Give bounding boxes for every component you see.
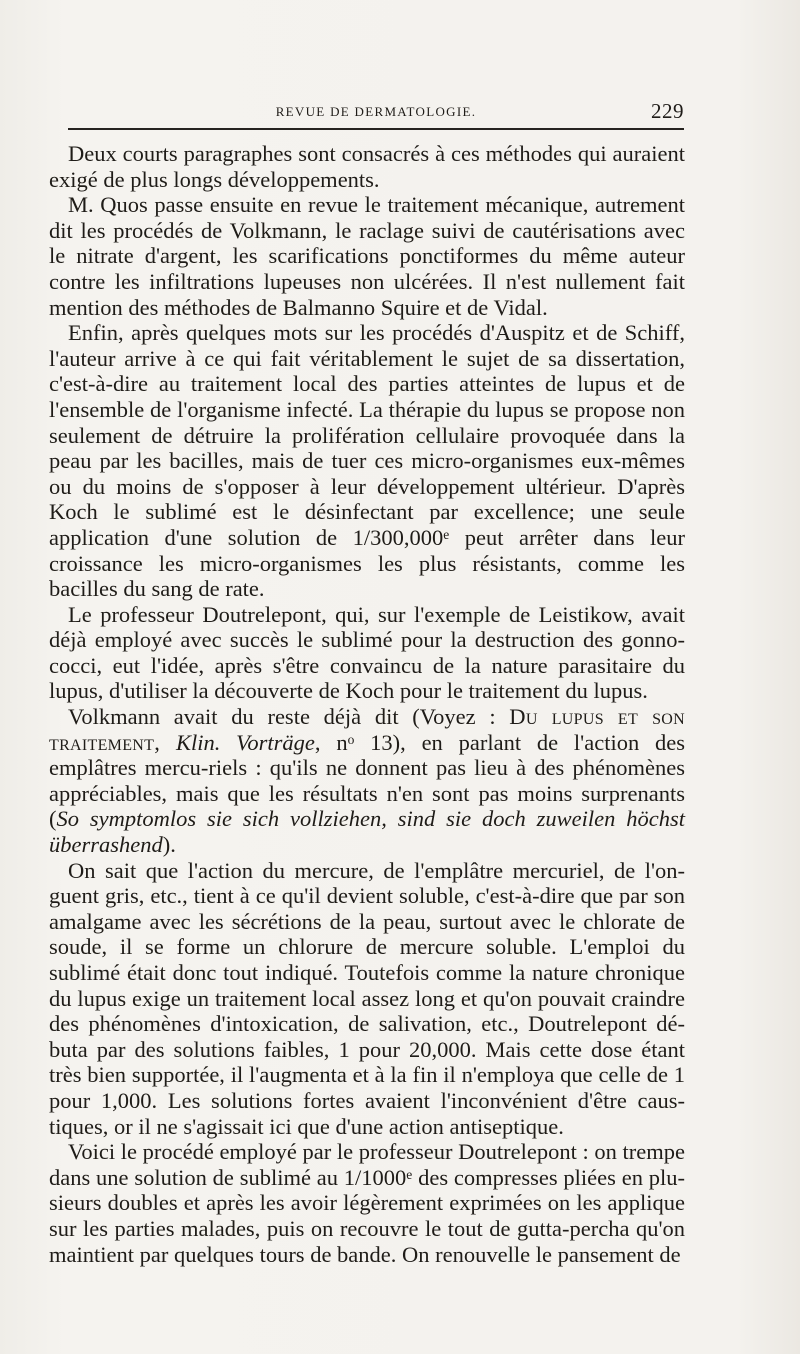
german-quotation: So symptomlos sie sich vollziehen, sind sie doch zuweilen höchst überrashend <box>49 806 685 858</box>
paragraph-5 <box>49 704 685 858</box>
page-number: 229 <box>651 99 684 123</box>
citation-title: Du lupus et son traitement, <box>49 704 685 755</box>
running-title: REVUE DE DERMATOLOGIE. <box>275 104 477 119</box>
paragraph-4: Le professeur Doutrelepont, qui, sur l'exemple de Leistikow, avait déjà employé avec succès le sublimé pour la destruction des gonno-cocci, eut l'idée, après s'être convaincu de la nature parasitaire du lupus, d'utiliser la découverte de Koch pour le traitement du lupus. <box>49 601 685 704</box>
ordinal-superscript-2: e <box>406 1166 413 1182</box>
paragraph-7 <box>49 1139 685 1267</box>
citation-journal: Klin. Vorträge <box>175 729 315 755</box>
page-header <box>68 94 684 122</box>
paragraph-6: On sait que l'action du mercure, de l'emplâtre mercuriel, de l'on-guent gris, etc., tient à ce qu'il devient soluble, c'est-à-dire que par son amalgame avec les sécrétions de la peau, surtout avec le chlorate de soude, il se forme un chlorure de mercure soluble. L'emploi du sublimé était donc tout indiqué. Toutefois comme la nature chronique du lupus exige un traitement local assez long et qu'on pouvait craindre des phénomènes d'intoxication, de salivation, etc., Doutrelepont dé-buta par des solutions faibles, 1 pour 20,000. Mais cette dose étant très bien supportée, il l'augmenta et à la fin il n'employa que celle de 1 pour 1,000. Les solutions fortes avaient l'inconvénient d'être caus-tiques, or il ne s'agissait ici que d'une action antiseptique. <box>49 857 685 1139</box>
ordinal-superscript: e <box>443 526 450 542</box>
header-rule <box>68 128 684 130</box>
paragraph-7-text-after: des compresses pliées en plu-sieurs doubles et après les avoir légèrement exprimées on les applique sur les parties malades, puis on recouvre le tout de gutta-percha qu'on maintient par quelques tours de bande. On renouvelle le pansement de <box>49 1164 685 1267</box>
paragraph-5-text-before: Volkmann avait du reste déjà dit (Voyez : <box>68 704 510 730</box>
paragraph-7-text-before: Voici le procédé employé par le professeur Doutrelepont : on trempe dans une solution de sublimé au 1/1000 <box>49 1139 685 1190</box>
paragraph-2: M. Quos passe ensuite en revue le traitement mécanique, autrement dit les procédés de Volkmann, le raclage suivi de cautérisations avec le nitrate d'argent, les scarifications ponctiformes du même auteur contre les infiltrations lupeuses non ulcérées. Il n'est nullement fait mention des méthodes de Balmanno Squire et de Vidal. <box>49 192 685 320</box>
citation-number-label: , n <box>314 729 348 755</box>
paragraph-5-text-end: ). <box>162 832 176 858</box>
body-text <box>49 141 685 1267</box>
paragraph-1: Deux courts paragraphes sont consacrés à ces méthodes qui auraient exigé de plus longs développements. <box>49 141 685 192</box>
paragraph-3 <box>49 320 685 602</box>
paragraph-3-text-after: peut arrêter dans leur croissance les micro-organismes les plus résistants, comme les bacilles du sang de rate. <box>49 524 685 602</box>
number-superscript: o <box>347 731 355 747</box>
paragraph-5-text-after: 13), en parlant de l'action des emplâtres mercu-riels : qu'ils ne donnent pas lieu à des phénomènes appréciables, mais que les résultats n'en sont pas moins surprenants ( <box>49 729 686 832</box>
paragraph-3-text-before: Enfin, après quelques mots sur les procédés d'Auspitz et de Schiff, l'auteur arrive à ce qui fait véritablement le sujet de sa dissertation, c'est-à-dire au traitement local des parties atteintes de lupus et de l'ensemble de l'organisme infecté. La thérapie du lupus se propose non seulement de détruire la prolifération cellulaire provoquée dans la peau par les bacilles, mais de tuer ces micro-organismes eux-mêmes ou du moins de s'opposer à leur développement ultérieur. D'après Koch le sublimé est le désinfectant par excellence; une seule application d'une solution de 1/300,000 <box>49 320 685 550</box>
